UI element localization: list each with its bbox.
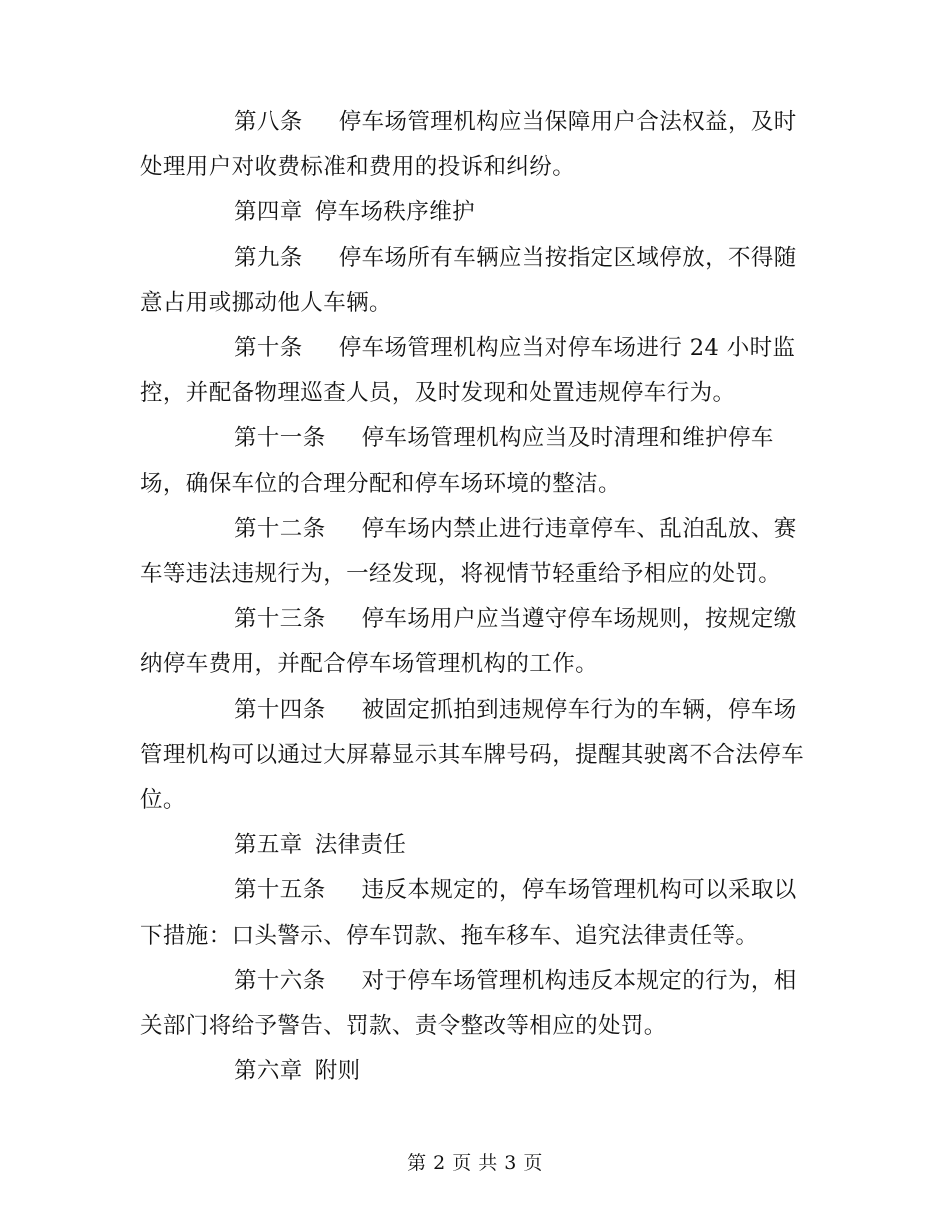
article-16	[140, 959, 808, 1049]
article-number: 第十六条	[234, 967, 326, 994]
article-11	[140, 416, 808, 506]
article-14	[140, 688, 808, 824]
chapter-label: 第四章	[234, 199, 303, 226]
article-number: 第十条	[234, 335, 303, 362]
article-text: 停车场管理机构应当保障用户合法权益，及时处理用户对收费标准和费用的投诉和纠纷。	[140, 109, 797, 181]
chapter-title: 附则	[314, 1058, 361, 1085]
article-text: 停车场管理机构应当及时清理和维护停车场，确保车位的合理分配和停车场环境的整洁。	[140, 425, 774, 497]
article-12	[140, 507, 808, 597]
article-10	[140, 326, 808, 416]
chapter-5-heading	[140, 823, 808, 868]
chapter-4-heading	[140, 190, 808, 235]
article-text: 停车场内禁止进行违章停车、乱泊乱放、赛车等违法违规行为，一经发现，将视情节轻重给予相应的处罚。	[140, 515, 797, 588]
article-9	[140, 236, 808, 326]
chapter-title: 停车场秩序维护	[314, 199, 476, 226]
article-number: 第十二条	[234, 515, 326, 542]
article-text: 被固定抓拍到违规停车行为的车辆，停车场管理机构可以通过大屏幕显示其车牌号码，提醒其驶离不合法停车位。	[140, 696, 805, 814]
page-number-footer: 第 2 页 共 3 页	[407, 1152, 543, 1174]
chapter-label: 第五章	[234, 832, 303, 859]
article-number: 第十三条	[234, 606, 326, 633]
chapter-title: 法律责任	[314, 832, 407, 859]
chapter-6-heading	[140, 1049, 808, 1094]
article-text: 对于停车场管理机构违反本规定的行为，相关部门将给予警告、罚款、责令整改等相应的处罚。	[140, 967, 797, 1040]
article-number: 第八条	[234, 109, 303, 135]
article-text: 停车场管理机构应当对停车场进行 24 小时监控，并配备物理巡查人员，及时发现和处置违规停车行为。	[140, 335, 796, 407]
article-number: 第十五条	[234, 877, 326, 904]
article-text: 停车场所有车辆应当按指定区域停放，不得随意占用或挪动他人车辆。	[140, 244, 797, 316]
article-number: 第九条	[234, 244, 303, 271]
article-text: 违反本规定的，停车场管理机构可以采取以下措施：口头警示、停车罚款、拖车移车、追究法律责任等。	[140, 877, 797, 949]
article-8	[140, 100, 808, 190]
article-text: 停车场用户应当遵守停车场规则，按规定缴纳停车费用，并配合停车场管理机构的工作。	[140, 606, 797, 678]
chapter-label: 第六章	[234, 1058, 303, 1085]
article-13	[140, 597, 808, 687]
article-15	[140, 868, 808, 958]
article-number: 第十一条	[234, 425, 326, 452]
article-number: 第十四条	[234, 696, 326, 723]
document-body	[140, 100, 808, 1094]
